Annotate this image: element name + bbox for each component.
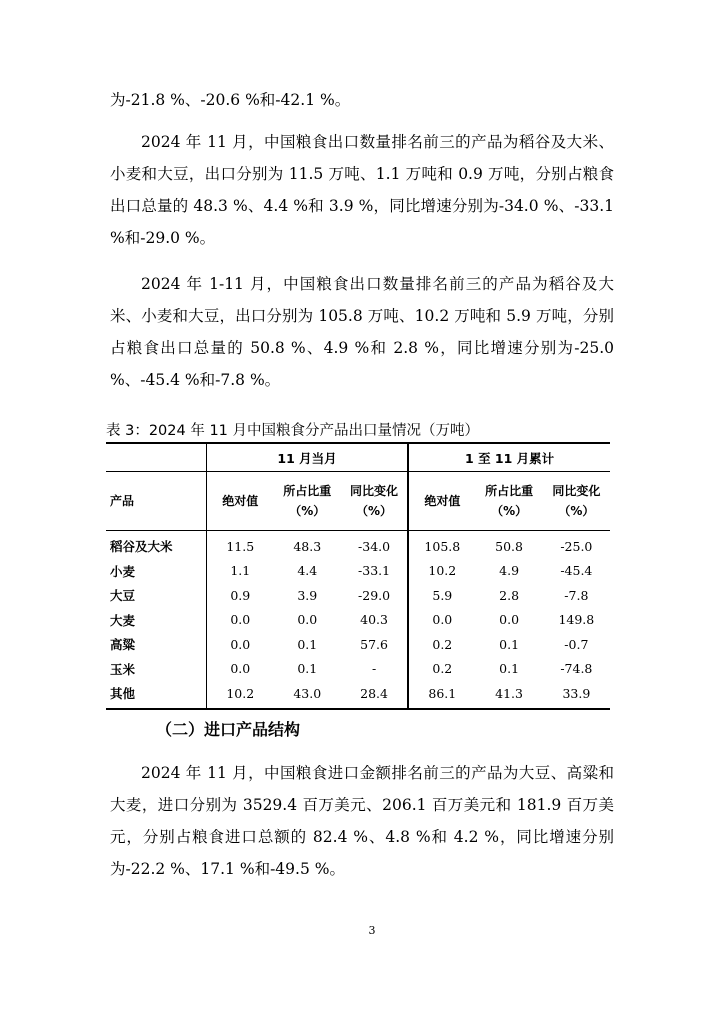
cell-month-share: 48.3 (293, 538, 322, 554)
section-heading: （二）进口产品结构 (156, 720, 301, 739)
header-month-absolute: 绝对值 (206, 472, 273, 531)
cell-cumulative-change: -25.0 (560, 538, 593, 554)
cell-month-share: 0.0 (297, 612, 318, 628)
header-cumulative-absolute: 绝对值 (408, 472, 475, 531)
cell-month-change: -34.0 (358, 538, 391, 554)
cell-month-change: 57.6 (360, 636, 388, 652)
export-volume-table (106, 442, 610, 710)
cell-month-absolute: 0.0 (206, 657, 273, 682)
cell-month-change: - (371, 661, 377, 677)
cell-month-share: 3.9 (297, 587, 318, 603)
header-cumulative-share: 所占比重 （%） (475, 472, 542, 531)
cell-cumulative-change: -7.8 (564, 587, 589, 603)
cell-product: 大豆 (110, 588, 136, 604)
cell-month-absolute: 0.0 (206, 632, 273, 657)
cell-month-change: -33.1 (358, 563, 391, 579)
cell-month-absolute: 1.1 (206, 559, 273, 584)
cell-product: 高粱 (110, 637, 136, 653)
header-product: 产品 (106, 472, 206, 531)
table-row (106, 632, 610, 657)
cell-month-absolute: 10.2 (206, 681, 273, 709)
cell-month-absolute: 0.0 (206, 608, 273, 633)
group-header-month: 11 月当月 (206, 443, 408, 472)
cell-month-share: 4.4 (297, 563, 318, 579)
header-month-share: 所占比重 （%） (274, 472, 341, 531)
cell-cumulative-absolute: 86.1 (408, 681, 475, 709)
header-cumulative-change: 同比变化 （%） (543, 472, 610, 531)
header-month-change: 同比变化 （%） (341, 472, 408, 531)
cell-cumulative-absolute: 0.0 (408, 608, 475, 633)
cell-cumulative-share: 0.0 (499, 612, 520, 628)
cell-cumulative-change: 33.9 (543, 681, 610, 709)
cell-cumulative-absolute: 0.2 (408, 632, 475, 657)
cell-cumulative-share: 0.1 (499, 661, 520, 677)
paragraph-jan-nov-exports: 2024 年 1-11 月，中国粮食出口数量排名前三的产品为稻谷及大米、小麦和大豆，出口分别为 105.8 万吨、10.2 万吨和 5.9 万吨，分别占粮食出口总量的 50.8 %、4.9 %和 2.8 %，同比增速分别为-25.0 %、-45.4 %和-7.8 %。 (110, 275, 614, 389)
table-row (106, 583, 610, 608)
cell-month-absolute: 11.5 (206, 531, 273, 559)
cell-cumulative-absolute: 5.9 (408, 583, 475, 608)
table-caption: 表 3：2024 年 11 月中国粮食分产品出口量情况（万吨） (106, 423, 480, 439)
cell-month-change: -29.0 (358, 587, 391, 603)
cell-cumulative-change: -0.7 (564, 636, 589, 652)
cell-month-change: 40.3 (360, 612, 388, 628)
cell-cumulative-change: -45.4 (560, 563, 593, 579)
cell-month-change: 28.4 (341, 681, 408, 709)
group-header-cumulative: 1 至 11 月累计 (408, 443, 610, 472)
table-row (106, 608, 610, 633)
cell-product: 稻谷及大米 (110, 539, 173, 555)
cell-product: 玉米 (110, 661, 136, 677)
table-corner-cell (106, 443, 206, 472)
table-group-header-row (106, 443, 610, 472)
cell-product: 其他 (106, 681, 206, 709)
cell-cumulative-share: 4.9 (499, 563, 520, 579)
cell-cumulative-change: -74.8 (560, 661, 593, 677)
cell-product: 大麦 (110, 612, 136, 628)
cell-month-share: 0.1 (297, 661, 318, 677)
table-row (106, 559, 610, 584)
cell-month-absolute: 0.9 (206, 583, 273, 608)
paragraph-november-imports: 2024 年 11 月，中国粮食进口金额排名前三的产品为大豆、高粱和大麦，进口分别为 3529.4 百万美元、206.1 百万美元和 181.9 百万美元，分别占粮食进口总额的 82.4 %、4.8 %和 4.2 %，同比增速分别为-22.2 %、17.1 %和-49.5 %。 (110, 764, 614, 878)
table-row (106, 531, 610, 559)
cell-cumulative-share: 2.8 (499, 587, 520, 603)
table-row (106, 681, 610, 709)
cell-cumulative-change: 149.8 (558, 612, 595, 628)
cell-month-share: 0.1 (297, 636, 318, 652)
cell-cumulative-share: 41.3 (475, 681, 542, 709)
table-subheader-row (106, 472, 610, 531)
page-number: 3 (368, 924, 376, 937)
cell-cumulative-absolute: 105.8 (408, 531, 475, 559)
cell-cumulative-share: 0.1 (499, 636, 520, 652)
table-row (106, 657, 610, 682)
paragraph-continuation: 为-21.8 %、-20.6 %和-42.1 %。 (110, 91, 351, 109)
cell-product: 小麦 (110, 563, 136, 579)
cell-cumulative-absolute: 10.2 (408, 559, 475, 584)
cell-month-share: 43.0 (274, 681, 341, 709)
paragraph-november-exports: 2024 年 11 月，中国粮食出口数量排名前三的产品为稻谷及大米、小麦和大豆，出口分别为 11.5 万吨、1.1 万吨和 0.9 万吨，分别占粮食出口总量的 48.3 %、4.4 %和 3.9 %，同比增速分别为-34.0 %、-33.1 %和-29.0 %。 (110, 133, 614, 247)
cell-cumulative-share: 50.8 (495, 538, 523, 554)
cell-cumulative-absolute: 0.2 (408, 657, 475, 682)
